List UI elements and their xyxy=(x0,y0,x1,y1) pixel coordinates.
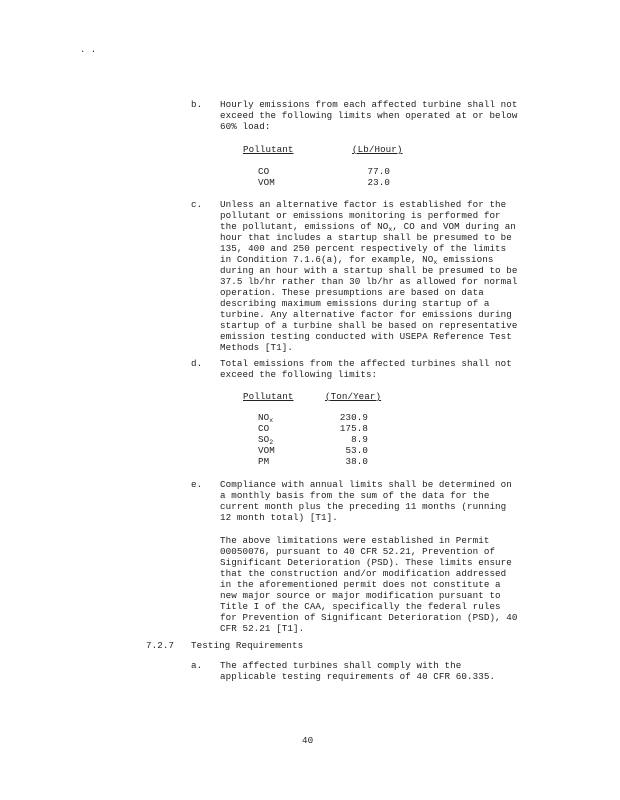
item-e-line-3: current month plus the preceding 11 months (running xyxy=(220,501,507,512)
item-c-line-3: the pollutant, emissions of $NO_x$, CO and VOM during an xyxy=(220,221,516,233)
page-number: 40 xyxy=(302,735,314,746)
item-e-para2-line-2: 00050076, pursuant to 40 CFR 52.21, Prevention of xyxy=(220,546,496,557)
table-d-row-5-pollutant: PM xyxy=(258,456,270,467)
table-b-row-2-value: 23.0 xyxy=(367,177,390,188)
item-e-para2-line-8: for Prevention of Significant Deterioration (PSD), 40 xyxy=(220,612,518,623)
item-e-line-1: Compliance with annual limits shall be determined on xyxy=(220,479,512,490)
table-b-row-2-pollutant: VOM xyxy=(258,177,275,188)
item-e-para2-line-3: Significant Deterioration (PSD). These limits ensure xyxy=(220,557,512,568)
item-e-para2-line-5: in the aforementioned permit does not constitute a xyxy=(220,579,501,590)
table-b-row-1-pollutant: CO xyxy=(258,166,270,177)
item-b-line-3: 60% load: xyxy=(220,121,271,132)
table-d-row-1-value: 230.9 xyxy=(339,412,368,423)
item-c-line-9: operation. These presumptions are based on data xyxy=(220,287,484,298)
item-a-label: a. xyxy=(191,660,203,671)
item-c-line-1: Unless an alternative factor is established for the xyxy=(220,199,507,210)
item-c-line-7: during an hour with a startup shall be presumed to be xyxy=(220,265,518,276)
page-marks: . . xyxy=(80,45,97,55)
table-b-header-pollutant: Pollutant xyxy=(243,144,294,155)
item-d-label: d. xyxy=(191,358,203,369)
table-b-header-units: (Lb/Hour) xyxy=(352,144,403,155)
table-d-header-units: (Ton/Year) xyxy=(325,391,382,402)
item-e-line-4: 12 month total) [T1]. xyxy=(220,512,338,523)
table-d-row-2-pollutant: CO xyxy=(258,423,270,434)
table-b-row-1-value: 77.0 xyxy=(367,166,390,177)
item-c-line-2: pollutant or emissions monitoring is performed for xyxy=(220,210,501,221)
item-c-line-13: emission testing conducted with USEPA Reference Test xyxy=(220,331,512,342)
item-b-line-1: Hourly emissions from each affected turbine shall not xyxy=(220,99,518,110)
item-e-para2-line-6: new major source or major modification pursuant to xyxy=(220,590,501,601)
item-c-line-12: startup of a turbine shall be based on representative xyxy=(220,320,518,331)
table-d-header-pollutant: Pollutant xyxy=(243,391,294,402)
item-d-line-2: exceed the following limits: xyxy=(220,369,378,380)
table-d-row-4-pollutant: VOM xyxy=(258,445,275,456)
item-c-line-8: 37.5 lb/hr rather than 30 lb/hr as allowed for normal xyxy=(220,276,518,287)
table-d-row-3-pollutant: $SO_2$ xyxy=(258,434,274,446)
item-b-line-2: exceed the following limits when operated at or below xyxy=(220,110,518,121)
table-d-row-2-value: 175.8 xyxy=(339,423,368,434)
section-number: 7.2.7 xyxy=(146,640,175,651)
item-e-para2-line-1: The above limitations were established in Permit xyxy=(220,535,490,546)
item-a-line-1: The affected turbines shall comply with the xyxy=(220,660,462,671)
item-c-line-11: turbine. Any alternative factor for emissions during xyxy=(220,309,512,320)
item-c-label: c. xyxy=(191,199,203,210)
item-a-line-2: applicable testing requirements of 40 CFR 60.335. xyxy=(220,671,496,682)
table-d-row-3-value: 8.9 xyxy=(351,434,368,445)
item-b-label: b. xyxy=(191,99,203,110)
item-c-line-4: hour that includes a startup shall be presumed to be xyxy=(220,232,512,243)
item-e-para2-line-4: that the construction and/or modification addressed xyxy=(220,568,507,579)
table-d-row-5-value: 38.0 xyxy=(345,456,368,467)
item-c-line-5: 135, 400 and 250 percent respectively of the limits xyxy=(220,243,507,254)
item-c-line-14: Methods [T1]. xyxy=(220,342,293,353)
item-c-line-6: in Condition 7.1.6(a), for example, $NO_x$ emissions xyxy=(220,254,494,266)
item-e-para2-line-7: Title I of the CAA, specifically the federal rules xyxy=(220,601,501,612)
table-d-row-1-pollutant: $NO_x$ xyxy=(258,412,274,424)
item-d-line-1: Total emissions from the affected turbines shall not xyxy=(220,358,512,369)
item-e-label: e. xyxy=(191,479,203,490)
item-c-line-10: describing maximum emissions during startup of a xyxy=(220,298,490,309)
table-d-row-4-value: 53.0 xyxy=(345,445,368,456)
section-title: Testing Requirements xyxy=(191,640,304,651)
item-e-line-2: a monthly basis from the sum of the data for the xyxy=(220,490,490,501)
item-e-para2-line-9: CFR 52.21 [T1]. xyxy=(220,623,305,634)
